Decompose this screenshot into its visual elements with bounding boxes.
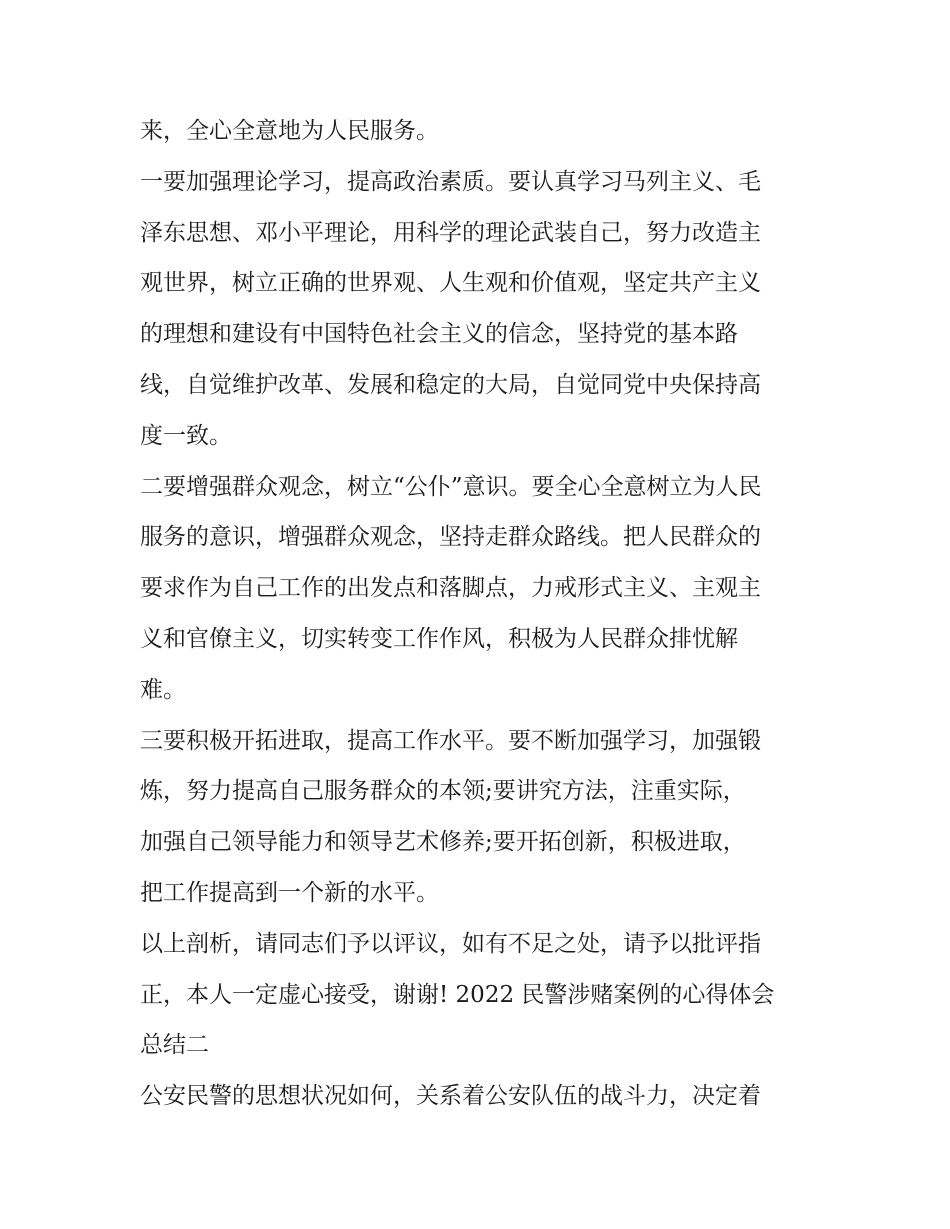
text-line: 三要积极开拓进取，提高工作水平。要不断加强学习，加强锻 xyxy=(140,727,761,754)
text-line: 总结二 xyxy=(140,1032,209,1059)
text-line: 难。 xyxy=(140,676,186,703)
text-line: 二要增强群众观念，树立“公仆”意识。要全心全意树立为人民 xyxy=(140,473,762,500)
text-line: 来，全心全意地为人民服务。 xyxy=(140,118,439,144)
text-line: 服务的意识，增强群众观念，坚持走群众路线。把人民群众的 xyxy=(140,524,761,551)
text-line: 线，自觉维护改革、发展和稳定的大局，自觉同党中央保持高 xyxy=(140,371,761,398)
text-line: 观世界，树立正确的世界观、人生观和价值观，坚定共产主义 xyxy=(140,270,761,297)
text-line: 要求作为自己工作的出发点和落脚点，力戒形式主义、主观主 xyxy=(140,575,761,602)
text-line: 公安民警的思想状况如何，关系着公安队伍的战斗力，决定着 xyxy=(140,1083,761,1110)
text-line: 泽东思想、邓小平理论，用科学的理论武装自己，努力改造主 xyxy=(140,219,761,246)
text-line: 一要加强理论学习，提高政治素质。要认真学习马列主义、毛 xyxy=(140,168,761,195)
text-line: 正，本人一定虚心接受，谢谢! 2022 民警涉赌案例的心得体会 xyxy=(140,981,775,1008)
text-line: 的理想和建设有中国特色社会主义的信念，坚持党的基本路 xyxy=(140,321,738,348)
text-line: 炼，努力提高自己服务群众的本领;要讲究方法，注重实际， xyxy=(140,778,746,805)
text-line: 把工作提高到一个新的水平。 xyxy=(140,879,439,906)
text-line: 度一致。 xyxy=(140,422,232,449)
document-body xyxy=(140,106,820,1122)
text-line: 义和官僚主义，切实转变工作作风，积极为人民群众排忧解 xyxy=(140,625,738,652)
text-line: 加强自己领导能力和领导艺术修养;要开拓创新，积极进取， xyxy=(140,829,746,856)
text-line: 以上剖析，请同志们予以评议，如有不足之处，请予以批评指 xyxy=(140,930,761,957)
